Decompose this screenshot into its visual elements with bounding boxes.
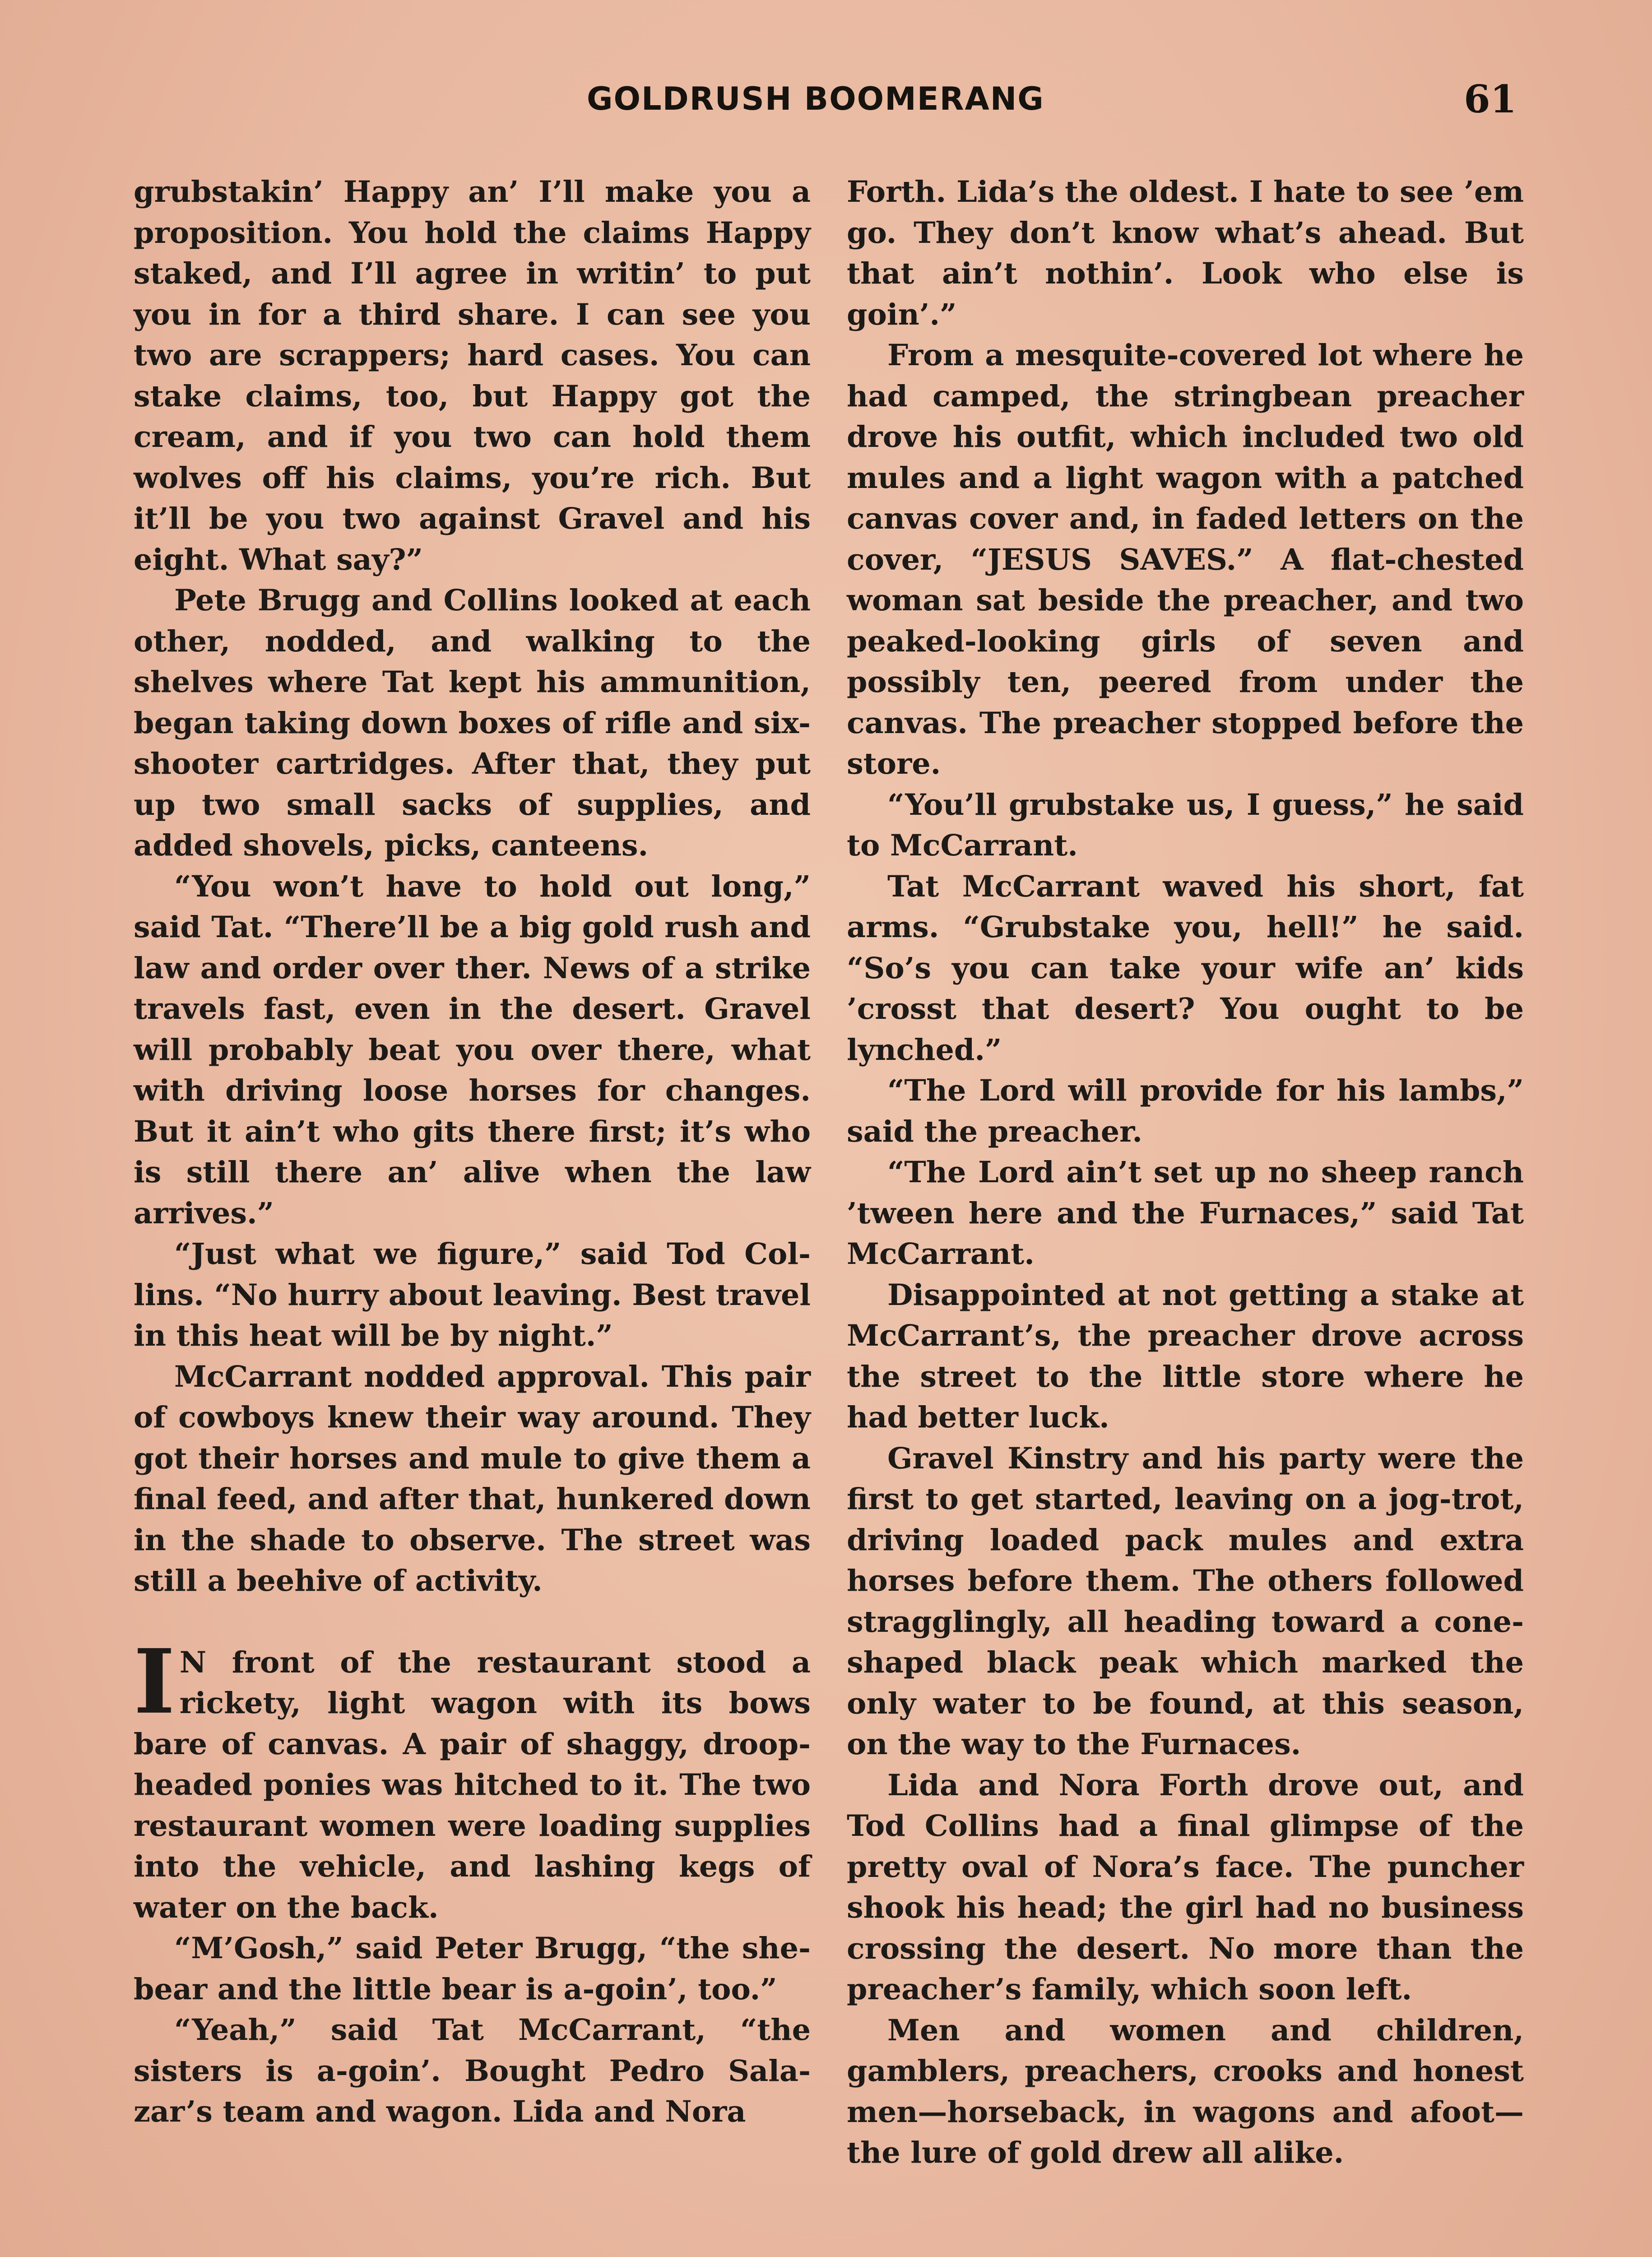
paragraph: “Yeah,” said Tat McCarrant, “the sisters is a-goin’. Bought Pedro Salazar’s team and wagon. Lida and Nora <box>134 2013 811 2129</box>
paragraph: From a mesquite-covered lot where he had camped, the stringbean preacher drove his outfit, which included two old mules and a light wagon with a patched canvas cover and, in faded letters on the cover, “JESUS SAVES.” A flat-chested woman sat beside the preacher, and two peaked-looking girls of seven and possibly ten, peered from under the canvas. The preacher stopped before the store. <box>847 338 1524 781</box>
paragraph: “The Lord ain’t set up no sheep ranch ’tween here and the Furnaces,” said Tat McCarrant. <box>847 1155 1524 1271</box>
drop-cap: I <box>134 1630 175 1734</box>
section-paragraph <box>134 1630 811 1928</box>
paragraph: Tat McCarrant waved his short, fat arms. “Grubstake you, hell!” he said. “So’s you can take your wife an’ kids ’crosst that desert? You ought to be lynched.” <box>847 869 1524 1067</box>
paragraph: Gravel Kinstry and his party were the first to get started, leaving on a jog-trot, driving loaded pack mules and extra horses before them. The others followed stragglingly, all heading toward a cone-shaped black peak which marked the only water to be found, at this season, on the way to the Furnaces. <box>847 1441 1524 1761</box>
paragraph: “You won’t have to hold out long,” said Tat. “There’ll be a big gold rush and law and order over ther. News of a strike travels fast, even in the desert. Gravel will probably beat you over there, what with driving loose horses for changes. But it ain’t who gits there first; it’s who is still there an’ alive when the law arrives.” <box>134 869 811 1231</box>
running-head: GOLDRUSH BOOMERANG <box>587 80 1044 117</box>
paragraph: Lida and Nora Forth drove out, and Tod Collins had a final glimpse of the pretty oval of Nora’s face. The puncher shook his head; the girl had no business crossing the desert. No more than the preacher’s family, which soon left. <box>847 1768 1524 2006</box>
right-column <box>847 172 1524 2173</box>
paragraph: grubstakin’ Happy an’ I’ll make you a proposition. You hold the claims Happy staked, and I’ll agree in writin’ to put you in for a third share. I can see you two are scrappers; hard cases. You can stake claims, too, but Happy got the cream, and if you two can hold them wolves off his claims, you’re rich. But it’ll be you two against Gravel and his eight. What say?” <box>134 175 811 577</box>
paragraph: McCarrant nodded approval. This pair of cowboys knew their way around. They got their horses and mule to give them a final feed, and after that, hunkered down in the shade to observe. The street was still a beehive of activity. <box>134 1359 811 1598</box>
paragraph: “The Lord will provide for his lambs,” said the preacher. <box>847 1073 1524 1149</box>
section-paragraph-text: N front of the restaurant stood a rickety, light wagon with its bows bare of canvas. A pair of shaggy, droop-headed ponies was hitched to it. The two restaurant women were loading supplies into the vehicle, and lashing kegs of water on the back. <box>134 1645 811 1925</box>
page-header <box>131 77 1521 130</box>
paragraph: Forth. Lida’s the oldest. I hate to see ’em go. They don’t know what’s ahead. But that ain’t nothin’. Look who else is goin’.” <box>847 175 1524 332</box>
paragraph: “You’ll grubstake us, I guess,” he said to McCarrant. <box>847 787 1524 863</box>
paragraph: “Just what we figure,” said Tod Collins. “No hurry about leaving. Best travel in this heat will be by night.” <box>134 1237 811 1353</box>
page-number: 61 <box>1464 77 1517 121</box>
paragraph: “M’Gosh,” said Peter Brugg, “the she-bear and the little bear is a-goin’, too.” <box>134 1931 811 2006</box>
paragraph: Disappointed at not getting a stake at McCarrant’s, the preacher drove across the street to the little store where he had better luck. <box>847 1277 1524 1435</box>
paragraph: Men and women and children, gamblers, preachers, crooks and honest men—horseback, in wagons and afoot—the lure of gold drew all alike. <box>847 2013 1524 2170</box>
left-column <box>134 172 811 2132</box>
paragraph: Pete Brugg and Collins looked at each other, nodded, and walking to the shelves where Tat kept his ammunition, began taking down boxes of rifle and six-shooter cartridges. After that, they put up two small sacks of supplies, and added shovels, picks, canteens. <box>134 583 811 863</box>
